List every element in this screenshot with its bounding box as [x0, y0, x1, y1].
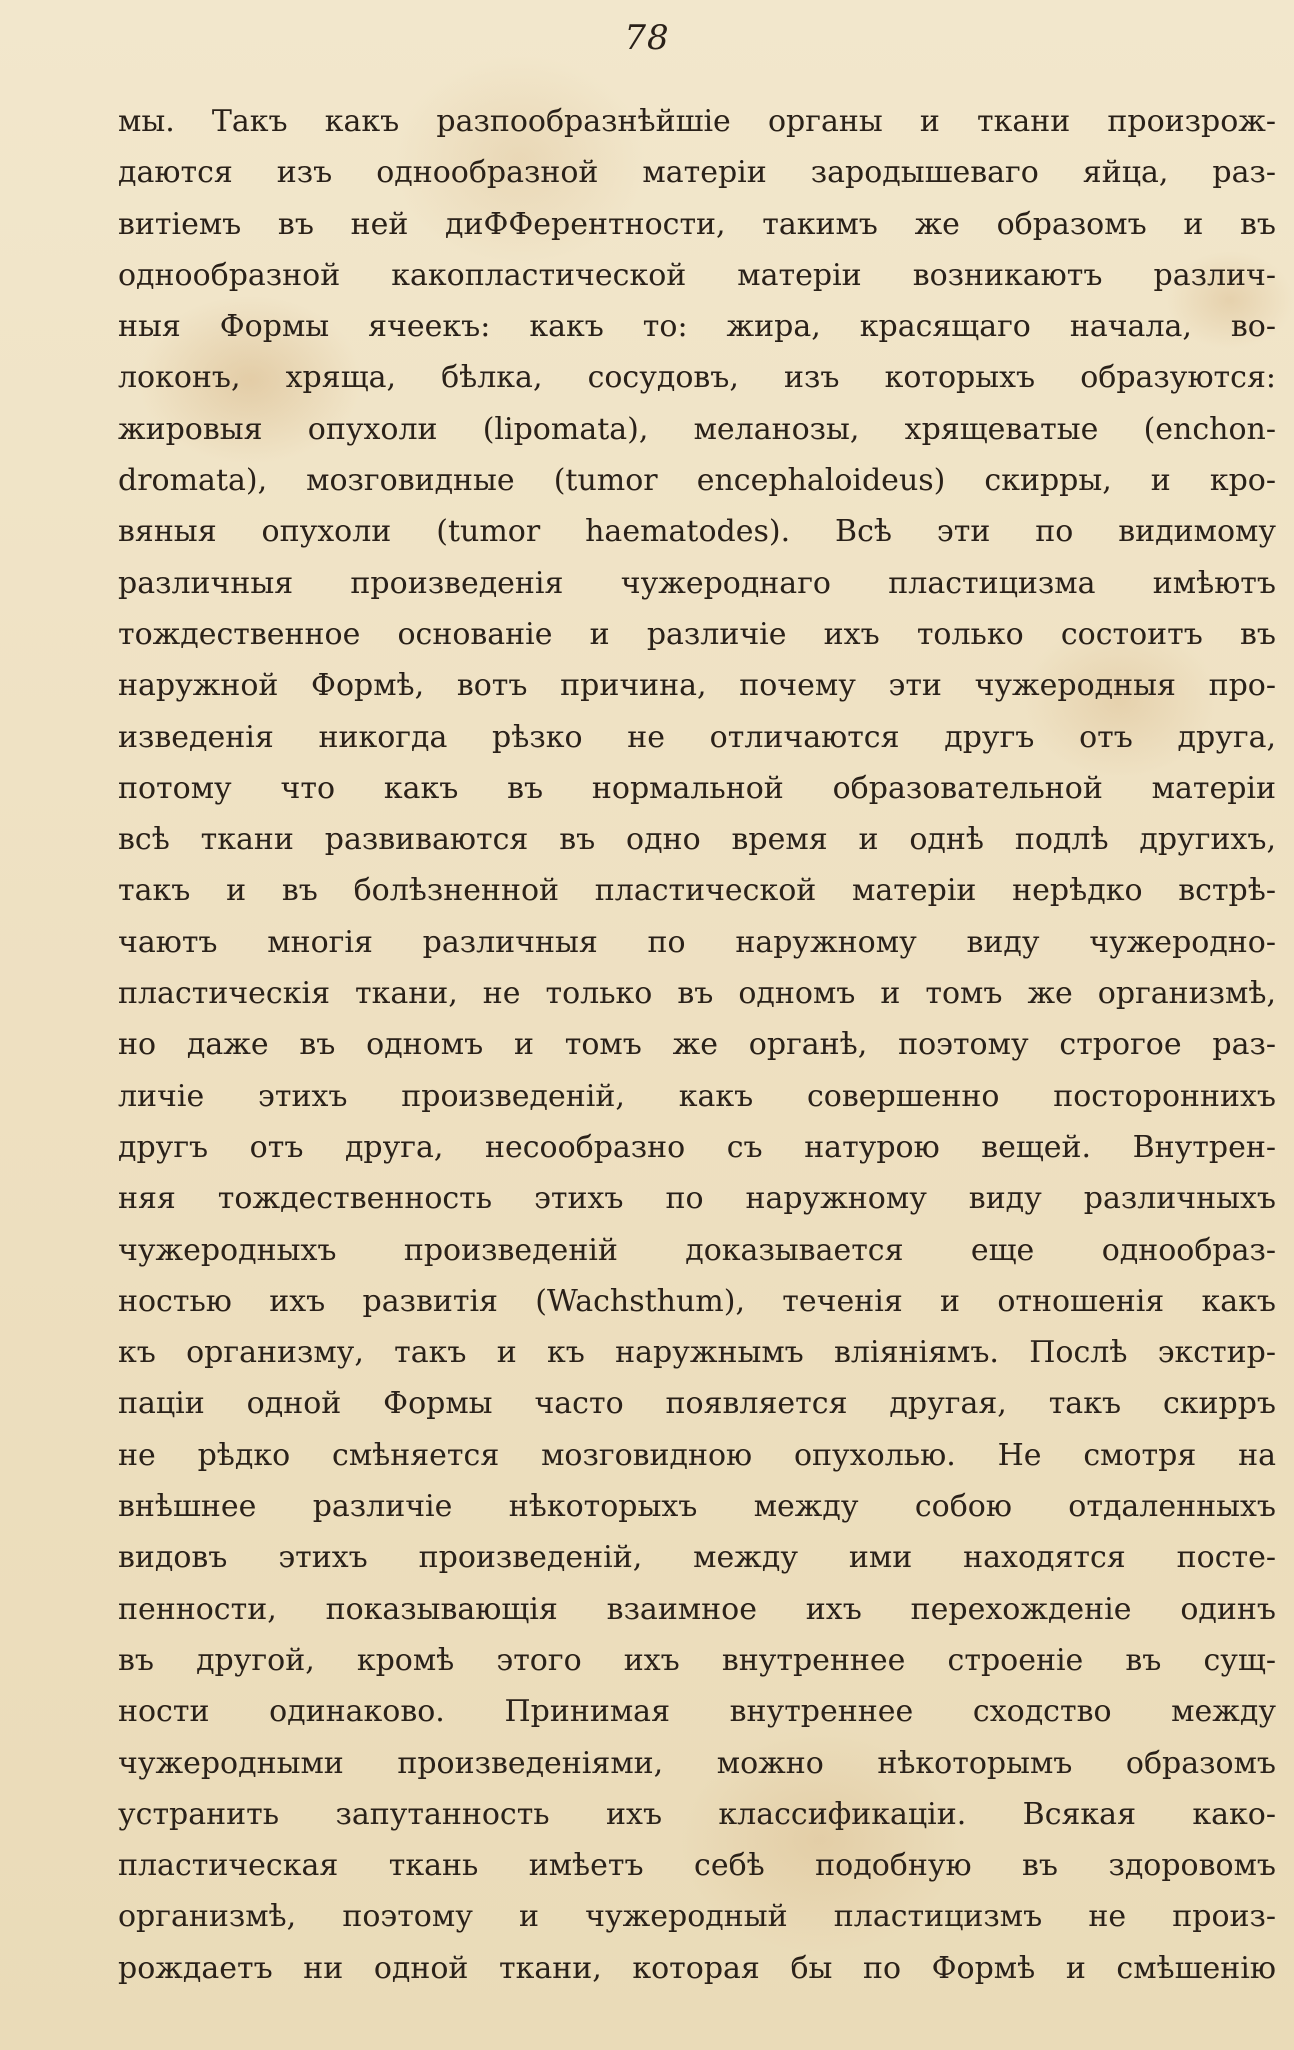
text-line: однообразной какопластической матеріи возникаютъ различ-: [118, 257, 1276, 293]
text-line: внѣшнее различіе нѣкоторыхъ между собою отдаленныхъ: [118, 1489, 1276, 1525]
text-line: организмѣ, поэтому и чужеродный пластицизмъ не произ-: [118, 1899, 1276, 1935]
text-line: даются изъ однообразной матеріи зародышеваго яйца, раз-: [118, 155, 1276, 191]
text-line: чаютъ многія различныя по наружному виду чужеродно-: [118, 924, 1276, 960]
text-line: но даже въ одномъ и томъ же органѣ, поэтому строгое раз-: [118, 1027, 1276, 1063]
text-line: пластическія ткани, не только въ одномъ и томъ же организмѣ,: [118, 976, 1276, 1012]
text-line: ностью ихъ развитія (Wachsthum), теченія и отношенія какъ: [118, 1283, 1276, 1319]
text-line: изведенія никогда рѣзко не отличаются другъ отъ друга,: [118, 719, 1276, 755]
text-line: рождаетъ ни одной ткани, которая бы по Формѣ и смѣшенію: [118, 1950, 1276, 1986]
text-line: тождественное основаніе и различіе ихъ только состоитъ въ: [118, 616, 1276, 652]
text-line: различныя произведенія чужероднаго пластицизма имѣютъ: [118, 565, 1276, 601]
text-line: пластическая ткань имѣетъ себѣ подобную въ здоровомъ: [118, 1848, 1276, 1884]
text-line: няя тождественность этихъ по наружному виду различныхъ: [118, 1181, 1276, 1217]
text-line: паціи одной Формы часто появляется другая, такъ скирръ: [118, 1386, 1276, 1422]
text-line: ности одинаково. Принимая внутреннее сходство между: [118, 1694, 1276, 1730]
text-line: не рѣдко смѣняется мозговидною опухолью. Не смотря на: [118, 1437, 1276, 1473]
text-line: всѣ ткани развиваются въ одно время и однѣ подлѣ другихъ,: [118, 822, 1276, 858]
text-line: ныя Формы ячеекъ: какъ то: жира, красящаго начала, во-: [118, 309, 1276, 345]
text-line: витіемъ въ ней диФФерентности, такимъ же образомъ и въ: [118, 206, 1276, 242]
text-line: пенности, показывающія взаимное ихъ перехожденіе одинъ: [118, 1591, 1276, 1627]
text-line: устранить запутанность ихъ классификаціи. Всякая како-: [118, 1796, 1276, 1832]
text-line: чужеродными произведеніями, можно нѣкоторымъ образомъ: [118, 1745, 1276, 1781]
text-line: наружной Формѣ, вотъ причина, почему эти чужеродныя про-: [118, 668, 1276, 704]
text-line: dromata), мозговидные (tumor encephaloideus) скирры, и кро-: [118, 463, 1276, 499]
text-line: потому что какъ въ нормальной образовательной матеріи: [118, 770, 1276, 806]
body-text: [118, 96, 1276, 1994]
text-line: такъ и въ болѣзненной пластической матеріи нерѣдко встрѣ-: [118, 873, 1276, 909]
text-line: чужеродныхъ произведеній доказывается еще однообраз-: [118, 1232, 1276, 1268]
text-line: другъ отъ друга, несообразно съ натурою вещей. Внутрен-: [118, 1129, 1276, 1165]
text-line: вяныя опухоли (tumor haematodes). Всѣ эти по видимому: [118, 514, 1276, 550]
text-line: къ организму, такъ и къ наружнымъ вліяніямъ. Послѣ экстир-: [118, 1335, 1276, 1371]
text-line: мы. Такъ какъ разпообразнѣйшіе органы и ткани произрож-: [118, 104, 1276, 139]
text-line: локонъ, хряща, бѣлка, сосудовъ, изъ которыхъ образуются:: [118, 360, 1276, 396]
text-line: личіе этихъ произведеній, какъ совершенно постороннихъ: [118, 1078, 1276, 1114]
text-line: видовъ этихъ произведеній, между ими находятся посте-: [118, 1540, 1276, 1576]
page-number: 78: [624, 18, 670, 58]
text-line: въ другой, кромѣ этого ихъ внутреннее строеніе въ сущ-: [118, 1642, 1276, 1678]
text-line: жировыя опухоли (lipomata), меланозы, хрящеватые (enchon-: [118, 411, 1276, 447]
